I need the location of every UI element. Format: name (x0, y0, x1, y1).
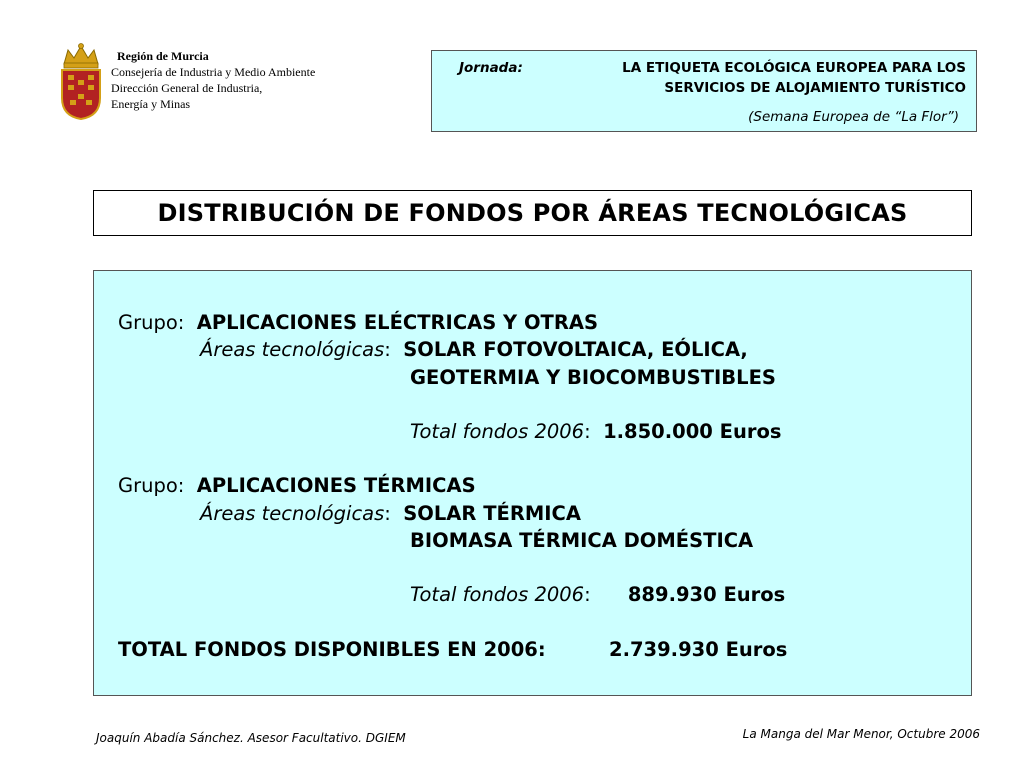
organization-block (111, 48, 315, 112)
org-title: Región de Murcia (117, 49, 209, 63)
group-1-areas: Áreas tecnológicas: SOLAR FOTOVOLTAICA, EÓLICA, (200, 338, 748, 361)
footer-place-date: La Manga del Mar Menor, Octubre 2006 (742, 727, 980, 741)
group-1-total-label: Total fondos 2006 (410, 420, 585, 443)
group-2-areas-line-2: BIOMASA TÉRMICA DOMÉSTICA (410, 529, 754, 552)
group-2-total-label: Total fondos 2006 (410, 583, 585, 606)
group-2-label: Grupo: (118, 474, 185, 497)
group-2-areas-line-1: SOLAR TÉRMICA (403, 502, 581, 525)
group-2-total-value: 889.930 Euros (627, 583, 786, 606)
jornada-box (431, 50, 977, 132)
group-1-label: Grupo: (118, 311, 185, 334)
group-2-areas-label: Áreas tecnológicas (200, 502, 385, 525)
footer-author: Joaquín Abadía Sánchez. Asesor Facultativo. DGIEM (96, 731, 406, 745)
group-1-total: Total fondos 2006: 1.850.000 Euros (410, 420, 782, 443)
jornada-subtitle: (Semana Europea de “La Flor”) (748, 109, 959, 125)
region-murcia-coat-of-arms-icon (58, 42, 104, 120)
group-2-total: Total fondos 2006: 889.930 Euros (410, 583, 786, 606)
org-line-2: Dirección General de Industria, (111, 81, 263, 95)
group-1-heading (118, 311, 598, 335)
funds-box (93, 270, 972, 696)
group-1-areas-line-1: SOLAR FOTOVOLTAICA, EÓLICA, (403, 338, 748, 361)
group-1-areas-line-2: GEOTERMIA Y BIOCOMBUSTIBLES (410, 366, 776, 389)
group-1-name: APLICACIONES ELÉCTRICAS Y OTRAS (196, 311, 598, 334)
group-2-heading (118, 474, 476, 498)
group-1-areas-label: Áreas tecnológicas (200, 338, 385, 361)
grand-total-label: TOTAL FONDOS DISPONIBLES EN 2006: (118, 638, 546, 661)
jornada-line-2: SERVICIOS DE ALOJAMIENTO TURÍSTICO (664, 80, 966, 96)
page-title: DISTRIBUCIÓN DE FONDOS POR ÁREAS TECNOLÓGICAS (93, 190, 972, 236)
group-1-total-value: 1.850.000 Euros (603, 420, 782, 443)
org-line-3: Energía y Minas (111, 97, 191, 111)
group-2-areas: Áreas tecnológicas: SOLAR TÉRMICA (200, 502, 581, 525)
grand-total-value: 2.739.930 Euros (609, 638, 788, 661)
org-line-1: Consejería de Industria y Medio Ambiente (111, 65, 316, 79)
jornada-line-1: LA ETIQUETA ECOLÓGICA EUROPEA PARA LOS (622, 60, 966, 76)
jornada-label: Jornada: (459, 60, 523, 76)
group-2-name: APLICACIONES TÉRMICAS (196, 474, 476, 497)
